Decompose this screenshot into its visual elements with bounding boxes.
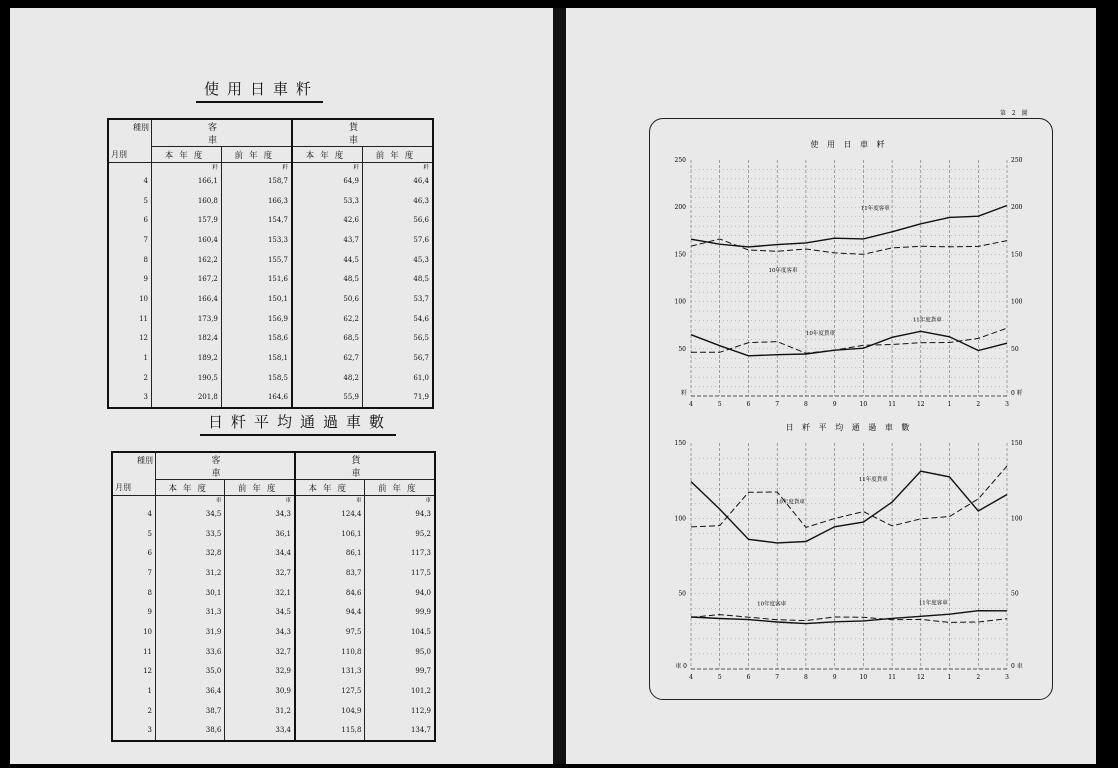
month-cell: 9 bbox=[108, 269, 152, 289]
series-label: 10年度貨車 bbox=[775, 499, 805, 506]
y-tick-label-right: 50 bbox=[1011, 345, 1019, 353]
value-cell: 182,4 bbox=[152, 329, 222, 349]
x-tick-label: 6 bbox=[746, 401, 751, 408]
table-row bbox=[112, 583, 435, 603]
value-cell: 158,5 bbox=[221, 368, 292, 388]
value-cell: 56,6 bbox=[362, 210, 433, 230]
x-tick-label: 5 bbox=[717, 674, 722, 681]
table-row bbox=[108, 348, 433, 368]
table-row bbox=[112, 642, 435, 662]
value-cell: 160,4 bbox=[152, 230, 222, 250]
table-row bbox=[112, 602, 435, 622]
month-cell: 7 bbox=[108, 230, 152, 250]
value-cell: 32,7 bbox=[225, 563, 295, 583]
value-cell: 71,9 bbox=[362, 388, 433, 409]
value-cell: 94,0 bbox=[365, 583, 435, 603]
value-cell: 154,7 bbox=[221, 210, 292, 230]
value-cell: 34,4 bbox=[225, 543, 295, 563]
value-cell: 106,1 bbox=[295, 524, 365, 544]
x-tick-label: 3 bbox=[1005, 401, 1009, 408]
value-cell: 36,4 bbox=[156, 681, 225, 701]
y-tick-label-left: 100 bbox=[674, 515, 686, 523]
value-cell: 32,7 bbox=[225, 642, 295, 662]
y-unit-left: 車 0 bbox=[675, 663, 687, 670]
table-row bbox=[108, 250, 433, 270]
value-cell: 30,1 bbox=[156, 583, 225, 603]
value-cell: 45,3 bbox=[362, 250, 433, 270]
value-cell: 112,9 bbox=[365, 701, 435, 721]
y-tick-label-right: 150 bbox=[1011, 251, 1023, 259]
month-cell: 6 bbox=[108, 210, 152, 230]
value-cell: 117,3 bbox=[365, 543, 435, 563]
table-row bbox=[112, 681, 435, 701]
corner-bottom-label: 月別 bbox=[115, 483, 131, 492]
month-cell: 2 bbox=[108, 368, 152, 388]
value-cell: 127,5 bbox=[295, 681, 365, 701]
table-row bbox=[108, 289, 433, 309]
sub-header: 前年度 bbox=[225, 480, 295, 496]
value-cell: 134,7 bbox=[365, 721, 435, 742]
unit-spacer bbox=[108, 163, 152, 172]
table-row bbox=[108, 329, 433, 349]
value-cell: 94,3 bbox=[365, 504, 435, 524]
value-cell: 68,5 bbox=[292, 329, 362, 349]
month-cell: 3 bbox=[108, 388, 152, 409]
daily-car-km-table bbox=[107, 118, 458, 409]
series-label: 11年度貨車 bbox=[912, 317, 942, 324]
x-tick-label: 11 bbox=[888, 674, 896, 681]
y-tick-label-left: 250 bbox=[674, 157, 686, 164]
value-cell: 117,5 bbox=[365, 563, 435, 583]
month-cell: 6 bbox=[112, 543, 156, 563]
value-cell: 53,7 bbox=[362, 289, 433, 309]
corner-top-label: 種別 bbox=[137, 456, 153, 465]
unit-label: 車 bbox=[295, 496, 365, 505]
value-cell: 190,5 bbox=[152, 368, 222, 388]
month-cell: 5 bbox=[108, 191, 152, 211]
value-cell: 104,5 bbox=[365, 622, 435, 642]
y-tick-label-left: 50 bbox=[678, 590, 686, 598]
x-tick-label: 2 bbox=[976, 674, 981, 681]
x-tick-label: 2 bbox=[976, 401, 981, 408]
table-row bbox=[112, 524, 435, 544]
month-cell: 7 bbox=[112, 563, 156, 583]
y-tick-label-left: 150 bbox=[674, 440, 686, 447]
month-cell: 8 bbox=[108, 250, 152, 270]
value-cell: 115,8 bbox=[295, 721, 365, 742]
month-cell: 4 bbox=[112, 504, 156, 524]
unit-label: 粁 bbox=[221, 163, 292, 172]
table-row bbox=[112, 543, 435, 563]
x-tick-label: 10 bbox=[859, 674, 868, 681]
value-cell: 189,2 bbox=[152, 348, 222, 368]
value-cell: 34,3 bbox=[225, 504, 295, 524]
series-line bbox=[691, 239, 1007, 254]
x-tick-label: 7 bbox=[775, 674, 780, 681]
series-label: 10年度貨車 bbox=[805, 331, 835, 338]
value-cell: 42,6 bbox=[292, 210, 362, 230]
value-cell: 86,1 bbox=[295, 543, 365, 563]
value-cell: 62,2 bbox=[292, 309, 362, 329]
value-cell: 166,3 bbox=[221, 191, 292, 211]
series-label: 11年度貨車 bbox=[858, 477, 888, 484]
value-cell: 97,5 bbox=[295, 622, 365, 642]
month-cell: 4 bbox=[108, 171, 152, 191]
charts-svg bbox=[566, 8, 1096, 764]
value-cell: 50,6 bbox=[292, 289, 362, 309]
y-tick-label-left: 150 bbox=[674, 251, 686, 259]
table-row bbox=[108, 309, 433, 329]
y-unit-right: 0 車 bbox=[1011, 663, 1023, 670]
month-cell: 10 bbox=[108, 289, 152, 309]
value-cell: 36,1 bbox=[225, 524, 295, 544]
x-tick-label: 9 bbox=[832, 401, 837, 408]
series-label: 10年度客車 bbox=[768, 267, 798, 274]
value-cell: 55,9 bbox=[292, 388, 362, 409]
y-unit-left: 粁 bbox=[680, 390, 687, 397]
sub-header: 本年度 bbox=[152, 147, 222, 163]
month-cell: 1 bbox=[108, 348, 152, 368]
x-tick-label: 5 bbox=[717, 401, 722, 408]
table-row bbox=[108, 210, 433, 230]
value-cell: 99,7 bbox=[365, 662, 435, 682]
value-cell: 34,3 bbox=[225, 622, 295, 642]
value-cell: 160,8 bbox=[152, 191, 222, 211]
value-cell: 94,4 bbox=[295, 602, 365, 622]
series-label: 11年度客車 bbox=[918, 600, 948, 607]
unit-label: 粁 bbox=[292, 163, 362, 172]
corner-cell bbox=[112, 452, 156, 496]
value-cell: 44,5 bbox=[292, 250, 362, 270]
value-cell: 158,6 bbox=[221, 329, 292, 349]
x-tick-label: 8 bbox=[803, 401, 808, 408]
sub-header: 本年度 bbox=[295, 480, 365, 496]
chart-title: 使 用 日 車 粁 bbox=[810, 140, 888, 149]
value-cell: 38,7 bbox=[156, 701, 225, 721]
month-cell: 9 bbox=[112, 602, 156, 622]
x-tick-label: 1 bbox=[947, 674, 952, 681]
x-tick-label: 12 bbox=[916, 674, 925, 681]
month-cell: 5 bbox=[112, 524, 156, 544]
y-tick-label-left: 50 bbox=[678, 345, 686, 353]
unit-label: 車 bbox=[365, 496, 435, 505]
y-tick-label-right: 250 bbox=[1011, 157, 1023, 164]
value-cell: 95,0 bbox=[365, 642, 435, 662]
value-cell: 54,6 bbox=[362, 309, 433, 329]
month-cell: 11 bbox=[108, 309, 152, 329]
y-tick-label-right: 100 bbox=[1011, 515, 1023, 523]
corner-top-label: 種別 bbox=[133, 123, 149, 132]
value-cell: 31,2 bbox=[225, 701, 295, 721]
value-cell: 38,6 bbox=[156, 721, 225, 742]
sub-header: 本年度 bbox=[156, 480, 225, 496]
value-cell: 104,9 bbox=[295, 701, 365, 721]
value-cell: 53,3 bbox=[292, 191, 362, 211]
group-header-passenger: 客 車 bbox=[152, 119, 292, 147]
value-cell: 32,9 bbox=[225, 662, 295, 682]
table-row bbox=[112, 622, 435, 642]
month-cell: 12 bbox=[112, 662, 156, 682]
value-cell: 84,6 bbox=[295, 583, 365, 603]
y-tick-label-right: 150 bbox=[1011, 440, 1023, 447]
value-cell: 35,0 bbox=[156, 662, 225, 682]
x-tick-label: 12 bbox=[916, 401, 925, 408]
value-cell: 95,2 bbox=[365, 524, 435, 544]
x-tick-label: 7 bbox=[775, 401, 780, 408]
value-cell: 101,2 bbox=[365, 681, 435, 701]
value-cell: 166,1 bbox=[152, 171, 222, 191]
value-cell: 33,4 bbox=[225, 721, 295, 742]
value-cell: 48,5 bbox=[292, 269, 362, 289]
corner-bottom-label: 月別 bbox=[111, 150, 127, 159]
series-line bbox=[691, 331, 1007, 356]
value-cell: 34,5 bbox=[225, 602, 295, 622]
chart-title: 日 粁 平 均 通 過 車 數 bbox=[785, 423, 913, 432]
value-cell: 32,1 bbox=[225, 583, 295, 603]
table2-title: 日粁平均通過車數 bbox=[200, 411, 396, 436]
value-cell: 155,7 bbox=[221, 250, 292, 270]
unit-spacer bbox=[112, 496, 156, 505]
value-cell: 166,4 bbox=[152, 289, 222, 309]
value-cell: 158,7 bbox=[221, 171, 292, 191]
value-cell: 61,0 bbox=[362, 368, 433, 388]
value-cell: 110,8 bbox=[295, 642, 365, 662]
value-cell: 173,9 bbox=[152, 309, 222, 329]
value-cell: 46,3 bbox=[362, 191, 433, 211]
value-cell: 64,9 bbox=[292, 171, 362, 191]
value-cell: 157,9 bbox=[152, 210, 222, 230]
table-row bbox=[108, 171, 433, 191]
x-tick-label: 3 bbox=[1005, 674, 1009, 681]
sub-header: 前年度 bbox=[362, 147, 433, 163]
value-cell: 99,9 bbox=[365, 602, 435, 622]
value-cell: 56,5 bbox=[362, 329, 433, 349]
value-cell: 48,5 bbox=[362, 269, 433, 289]
value-cell: 162,2 bbox=[152, 250, 222, 270]
sub-header: 本年度 bbox=[292, 147, 362, 163]
value-cell: 30,9 bbox=[225, 681, 295, 701]
left-page bbox=[10, 8, 554, 764]
x-tick-label: 4 bbox=[689, 674, 693, 681]
group-header-freight: 貨 車 bbox=[295, 452, 435, 480]
y-unit-right: 0 粁 bbox=[1011, 390, 1023, 397]
table-row bbox=[112, 563, 435, 583]
month-cell: 2 bbox=[112, 701, 156, 721]
table-row bbox=[112, 662, 435, 682]
month-cell: 11 bbox=[112, 642, 156, 662]
value-cell: 48,2 bbox=[292, 368, 362, 388]
month-cell: 10 bbox=[112, 622, 156, 642]
table1-title: 使用日車粁 bbox=[196, 78, 323, 103]
value-cell: 33,5 bbox=[156, 524, 225, 544]
y-tick-label-right: 50 bbox=[1011, 590, 1019, 598]
month-cell: 8 bbox=[112, 583, 156, 603]
table-row bbox=[108, 388, 433, 409]
value-cell: 201,8 bbox=[152, 388, 222, 409]
corner-cell bbox=[108, 119, 152, 163]
unit-label: 粁 bbox=[152, 163, 222, 172]
series-label: 11年度客車 bbox=[860, 205, 890, 212]
table-row bbox=[108, 230, 433, 250]
value-cell: 33,6 bbox=[156, 642, 225, 662]
book-gutter bbox=[553, 8, 567, 764]
unit-label: 粁 bbox=[362, 163, 433, 172]
value-cell: 62,7 bbox=[292, 348, 362, 368]
series-label: 10年度客車 bbox=[757, 601, 787, 608]
x-tick-label: 1 bbox=[947, 401, 952, 408]
value-cell: 158,1 bbox=[221, 348, 292, 368]
y-tick-label-left: 100 bbox=[674, 298, 686, 306]
plate-label: 第 2 圖 bbox=[1000, 110, 1030, 117]
average-cars-table bbox=[111, 451, 460, 742]
value-cell: 151,6 bbox=[221, 269, 292, 289]
sub-header: 前年度 bbox=[221, 147, 292, 163]
value-cell: 131,3 bbox=[295, 662, 365, 682]
group-header-freight: 貨 車 bbox=[292, 119, 433, 147]
value-cell: 57,6 bbox=[362, 230, 433, 250]
value-cell: 167,2 bbox=[152, 269, 222, 289]
value-cell: 31,9 bbox=[156, 622, 225, 642]
y-tick-label-right: 100 bbox=[1011, 298, 1023, 306]
value-cell: 34,5 bbox=[156, 504, 225, 524]
x-tick-label: 11 bbox=[888, 401, 896, 408]
series-line bbox=[691, 471, 1007, 543]
value-cell: 31,2 bbox=[156, 563, 225, 583]
x-tick-label: 8 bbox=[803, 674, 808, 681]
group-header-passenger: 客 車 bbox=[156, 452, 295, 480]
value-cell: 43,7 bbox=[292, 230, 362, 250]
x-tick-label: 4 bbox=[689, 401, 693, 408]
unit-label: 車 bbox=[156, 496, 225, 505]
value-cell: 46,4 bbox=[362, 171, 433, 191]
table-row bbox=[112, 701, 435, 721]
table-row bbox=[108, 368, 433, 388]
value-cell: 32,8 bbox=[156, 543, 225, 563]
y-tick-label-left: 200 bbox=[674, 204, 686, 212]
value-cell: 56,7 bbox=[362, 348, 433, 368]
value-cell: 124,4 bbox=[295, 504, 365, 524]
value-cell: 156,9 bbox=[221, 309, 292, 329]
x-tick-label: 9 bbox=[832, 674, 837, 681]
unit-label: 車 bbox=[225, 496, 295, 505]
value-cell: 153,3 bbox=[221, 230, 292, 250]
table-row bbox=[112, 721, 435, 742]
table-row bbox=[112, 504, 435, 524]
sub-header: 前年度 bbox=[365, 480, 435, 496]
month-cell: 1 bbox=[112, 681, 156, 701]
right-page bbox=[566, 8, 1096, 764]
y-tick-label-right: 200 bbox=[1011, 204, 1023, 212]
x-tick-label: 10 bbox=[859, 401, 868, 408]
table-row bbox=[108, 269, 433, 289]
table-row bbox=[108, 191, 433, 211]
month-cell: 12 bbox=[108, 329, 152, 349]
value-cell: 31,3 bbox=[156, 602, 225, 622]
x-tick-label: 6 bbox=[746, 674, 751, 681]
value-cell: 83,7 bbox=[295, 563, 365, 583]
value-cell: 150,1 bbox=[221, 289, 292, 309]
value-cell: 164,6 bbox=[221, 388, 292, 409]
month-cell: 3 bbox=[112, 721, 156, 742]
